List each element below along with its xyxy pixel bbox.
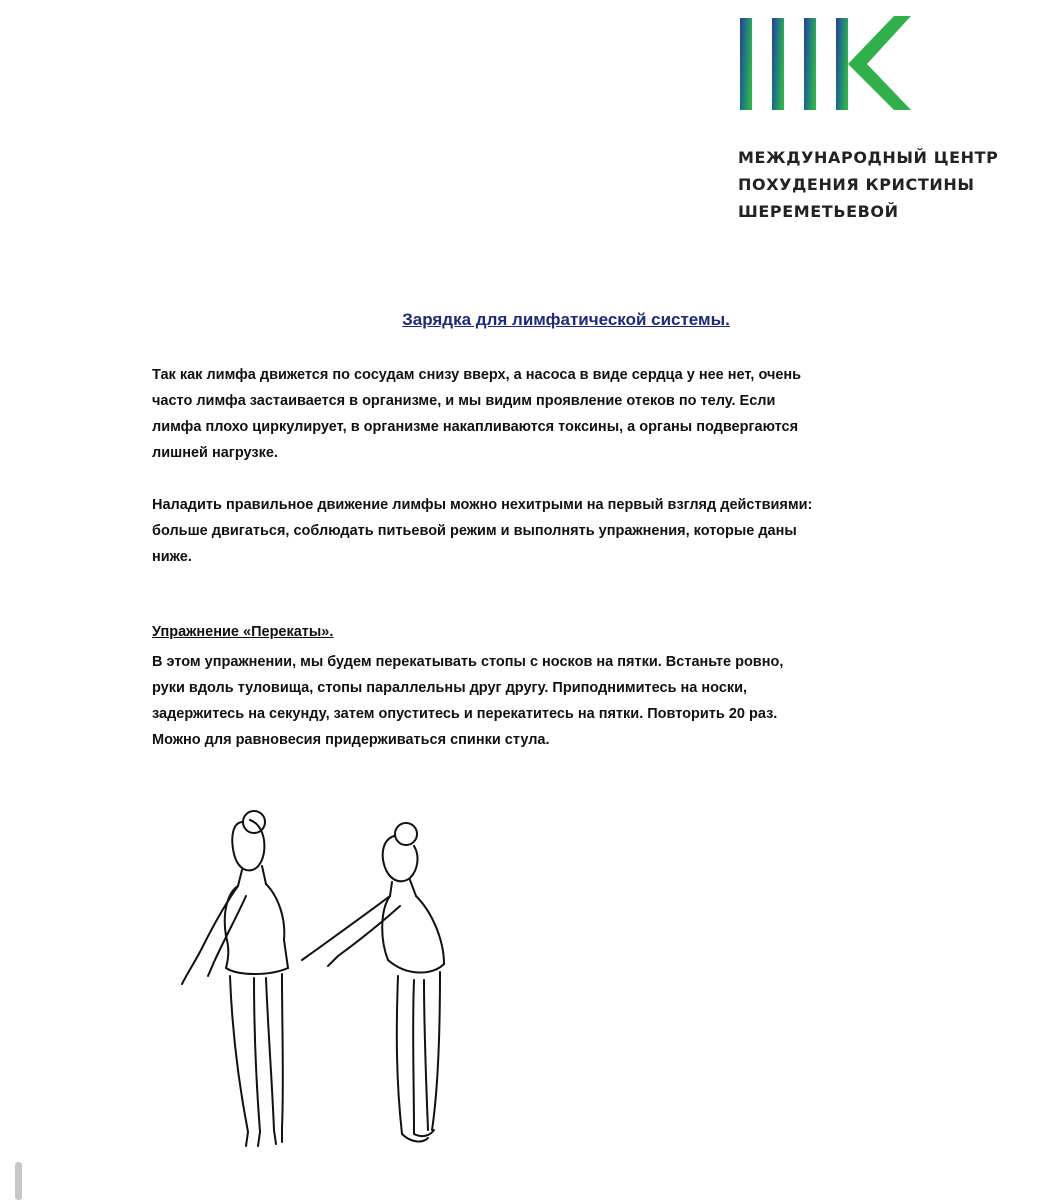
exercise-illustration <box>170 800 470 1155</box>
organization-name <box>738 144 1038 225</box>
organization-name-line: МЕЖДУНАРОДНЫЙ ЦЕНТР <box>738 148 999 167</box>
organization-name-line: ШЕРЕМЕТЬЕВОЙ <box>738 202 899 221</box>
exercise-title: Упражнение «Перекаты». <box>152 624 334 640</box>
paragraph-line: В этом упражнении, мы будем перекатывать стопы с носков на пятки. Встаньте ровно, <box>152 654 784 670</box>
exercise-description <box>152 649 992 753</box>
logo-mark-icon <box>736 10 926 120</box>
advice-paragraph <box>152 492 992 570</box>
paragraph-line: больше двигаться, соблюдать питьевой режим и выполнять упражнения, которые даны <box>152 523 797 539</box>
intro-paragraph <box>152 362 992 466</box>
paragraph-line: Наладить правильное движение лимфы можно нехитрыми на первый взгляд действиями: <box>152 497 813 513</box>
paragraph-line: часто лимфа застаивается в организме, и мы видим проявление отеков по телу. Если <box>152 393 776 409</box>
figure-standing-on-toes-icon <box>182 811 288 1146</box>
paragraph-line: руки вдоль туловища, стопы параллельны друг другу. Приподнимитесь на носки, <box>152 680 748 696</box>
paragraph-line: лимфа плохо циркулирует, в организме накапливаются токсины, а органы подвергаются <box>152 419 799 435</box>
logo <box>736 10 1036 120</box>
document-title: Зарядка для лимфатической системы. <box>402 310 730 329</box>
paragraph-line: ниже. <box>152 549 192 565</box>
scroll-indicator[interactable] <box>15 1162 22 1200</box>
paragraph-line: лишней нагрузке. <box>152 445 278 461</box>
figure-rolling-on-heels-icon <box>302 823 444 1141</box>
paragraph-line: задержитесь на секунду, затем опуститесь и перекатитесь на пятки. Повторить 20 раз. <box>152 706 778 722</box>
paragraph-line: Можно для равновесия придерживаться спинки стула. <box>152 732 550 748</box>
paragraph-line: Так как лимфа движется по сосудам снизу вверх, а насоса в виде сердца у нее нет, очень <box>152 367 802 383</box>
organization-name-line: ПОХУДЕНИЯ КРИСТИНЫ <box>738 175 975 194</box>
